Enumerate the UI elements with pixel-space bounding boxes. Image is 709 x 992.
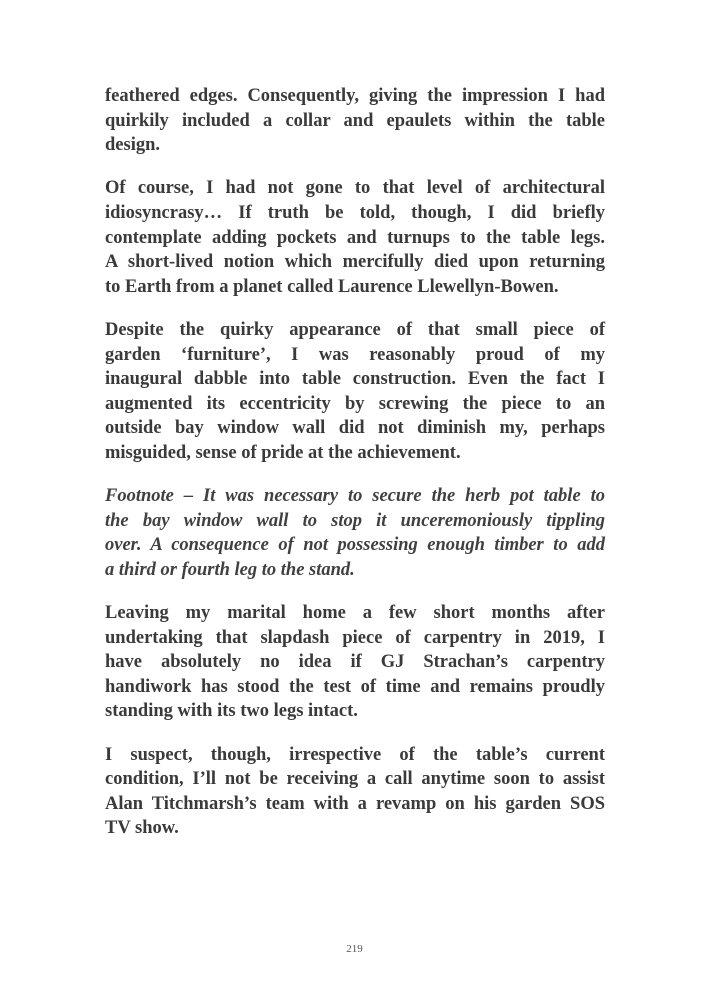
page-body [105, 84, 605, 860]
text-line: I suspect, though, irrespective of the table’s current [105, 744, 605, 765]
text-line: augmented its eccentricity by screwing the piece to an [105, 393, 605, 414]
text-line: garden ‘furniture’, I was reasonably proud of my [105, 344, 605, 365]
text-line: contemplate adding pockets and turnups to the table legs. [105, 227, 605, 248]
text-line: design. [105, 135, 161, 156]
text-line: A short-lived notion which mercifully died upon returning [105, 252, 605, 273]
text-line: Despite the quirky appearance of that small piece of [105, 319, 605, 340]
paragraph [105, 176, 605, 299]
text-line: TV show. [105, 818, 179, 839]
text-line: Footnote – It was necessary to secure the herb pot table to [105, 486, 605, 507]
text-line: undertaking that slapdash piece of carpentry in 2019, I [105, 627, 605, 648]
text-line: outside bay window wall did not diminish my, perhaps [105, 418, 605, 439]
text-line: condition, I’ll not be receiving a call anytime soon to assist [105, 769, 605, 790]
text-line: feathered edges. Consequently, giving the impression I had [105, 86, 605, 106]
paragraph [105, 318, 605, 466]
footnote-paragraph [105, 484, 605, 582]
text-line: standing with its two legs intact. [105, 701, 358, 722]
page-number: 219 [346, 943, 363, 955]
text-line: handiwork has stood the test of time and remains proudly [105, 676, 605, 697]
text-line: have absolutely no idea if GJ Strachan’s carpentry [105, 652, 605, 673]
text-line: Of course, I had not gone to that level of architectural [105, 178, 605, 199]
text-line: idiosyncrasy… If truth be told, though, I did briefly [105, 202, 605, 223]
text-line: misguided, sense of pride at the achievement. [105, 442, 461, 463]
text-line: a third or fourth leg to the stand. [105, 559, 355, 580]
paragraph [105, 743, 605, 841]
text-line: Alan Titchmarsh’s team with a revamp on his garden SOS [105, 793, 605, 814]
text-line: over. A consequence of not possessing enough timber to add [105, 535, 605, 556]
paragraph [105, 84, 605, 158]
text-line: Leaving my marital home a few short months after [105, 603, 605, 624]
text-line: to Earth from a planet called Laurence Llewellyn-Bowen. [105, 276, 559, 297]
paragraph [105, 601, 605, 724]
text-line: inaugural dabble into table construction. Even the fact I [105, 369, 605, 390]
text-line: the bay window wall to stop it unceremoniously tippling [105, 510, 605, 531]
text-line: quirkily included a collar and epaulets within the table [105, 110, 605, 131]
